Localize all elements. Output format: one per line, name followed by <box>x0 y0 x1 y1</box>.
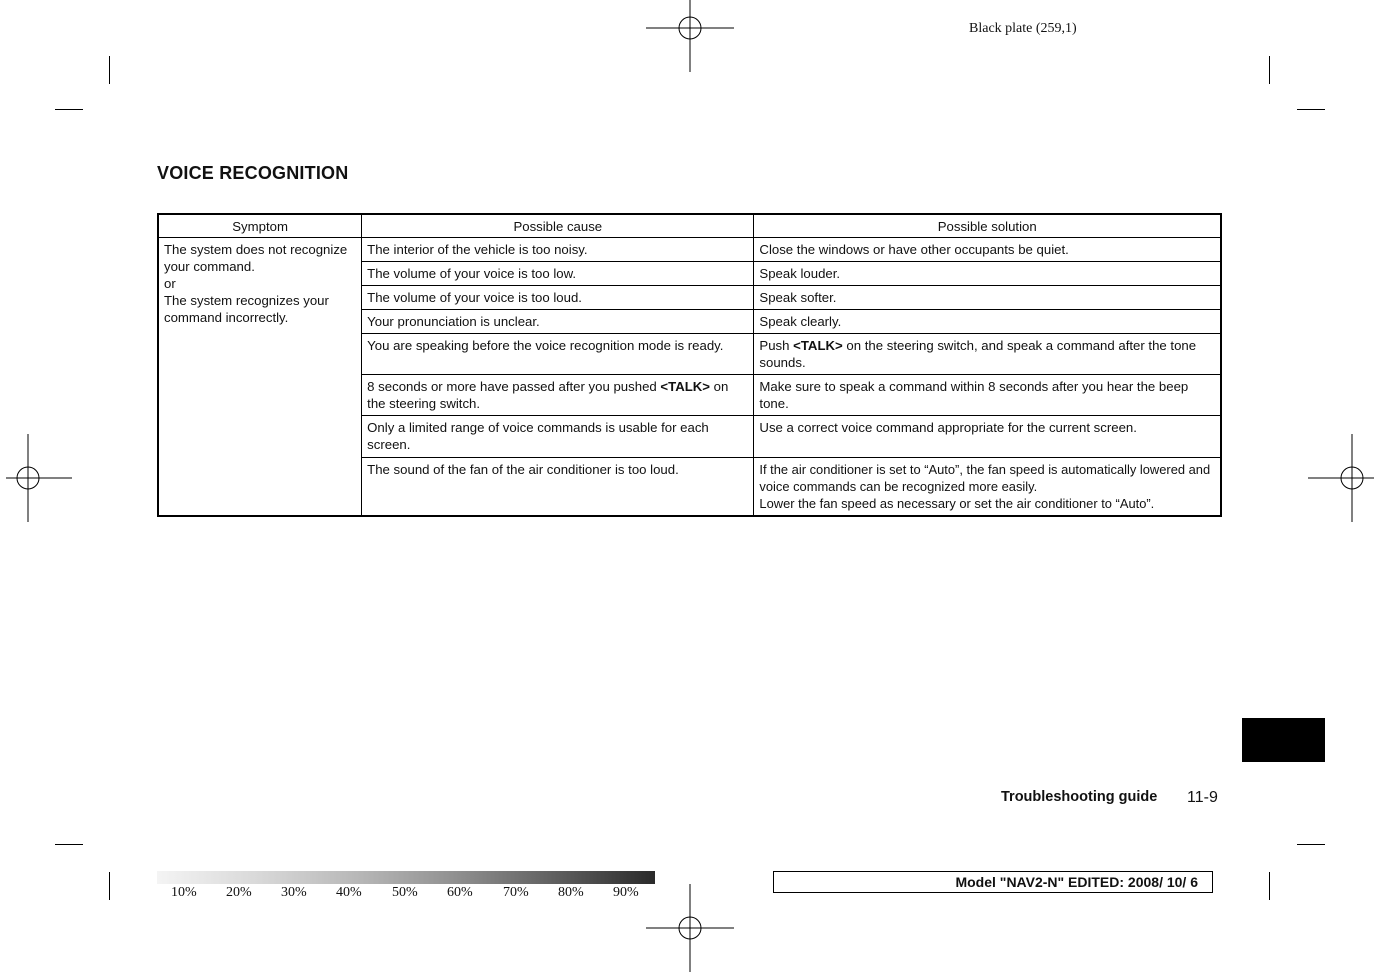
model-edited-box: Model "NAV2-N" EDITED: 2008/ 10/ 6 <box>773 871 1213 893</box>
color-bar-label: 70% <box>503 885 529 900</box>
crop-mark <box>1297 109 1325 110</box>
page-number: 11-9 <box>1187 789 1218 806</box>
header-possible-cause: Possible cause <box>362 214 754 238</box>
symptom-cell <box>158 238 362 517</box>
color-bar-label: 80% <box>558 885 584 900</box>
talk-key-label: <TALK> <box>660 379 711 394</box>
crop-mark <box>109 56 110 84</box>
cause-cell: The volume of your voice is too loud. <box>362 286 754 310</box>
registration-mark-icon <box>1308 434 1381 522</box>
crop-mark <box>109 872 110 900</box>
symptom-line: command incorrectly. <box>164 310 289 325</box>
cause-cell <box>362 375 754 416</box>
cause-text: on the steering switch. <box>367 379 729 411</box>
crop-mark <box>1269 56 1270 84</box>
cause-cell: The volume of your voice is too low. <box>362 262 754 286</box>
table-row <box>158 238 1221 262</box>
voice-recognition-table <box>157 213 1222 517</box>
cause-cell: Only a limited range of voice commands is usable for each screen. <box>362 416 754 458</box>
crop-mark <box>1297 844 1325 845</box>
symptom-line: or <box>164 276 176 291</box>
plate-label: Black plate (259,1) <box>969 21 1077 36</box>
solution-text: on the steering switch, and speak a command after the tone sounds. <box>759 338 1197 370</box>
registration-mark-icon <box>646 0 734 72</box>
solution-text: Push <box>759 338 794 353</box>
color-bar-label: 50% <box>392 885 418 900</box>
cause-cell: The sound of the fan of the air conditioner is too loud. <box>362 458 754 517</box>
talk-key-label: <TALK> <box>793 338 843 353</box>
table-header-row <box>158 214 1221 238</box>
solution-cell: Speak louder. <box>754 262 1221 286</box>
symptom-line: The system does not recognize <box>164 242 348 257</box>
registration-mark-icon <box>646 884 734 972</box>
solution-cell <box>754 458 1221 517</box>
color-bar-label: 10% <box>171 885 197 900</box>
symptom-line: your command. <box>164 259 255 274</box>
color-bar-label: 60% <box>447 885 473 900</box>
registration-mark-icon <box>0 434 72 522</box>
solution-cell: Close the windows or have other occupants be quiet. <box>754 238 1221 262</box>
solution-cell: Use a correct voice command appropriate for the current screen. <box>754 416 1221 458</box>
crop-mark <box>1269 872 1270 900</box>
color-bar <box>157 871 655 884</box>
color-bar-label: 90% <box>613 885 639 900</box>
solution-line: Lower the fan speed as necessary or set the air conditioner to “Auto”. <box>759 496 1155 511</box>
crop-mark <box>55 844 83 845</box>
header-possible-solution: Possible solution <box>754 214 1221 238</box>
chapter-thumb-tab <box>1242 718 1325 762</box>
solution-cell: Make sure to speak a command within 8 seconds after you hear the beep tone. <box>754 375 1221 416</box>
cause-text: 8 seconds or more have passed after you pushed <box>367 379 661 394</box>
color-bar-label: 30% <box>281 885 307 900</box>
color-bar-label: 20% <box>226 885 252 900</box>
cause-cell: The interior of the vehicle is too noisy. <box>362 238 754 262</box>
header-symptom: Symptom <box>158 214 362 238</box>
crop-mark <box>55 109 83 110</box>
footer-section-label: Troubleshooting guide <box>1001 789 1158 805</box>
cause-cell: Your pronunciation is unclear. <box>362 310 754 334</box>
solution-line: If the air conditioner is set to “Auto”, the fan speed is automatically lowered and voice commands can be recognized more easily. <box>759 462 1211 494</box>
section-title: VOICE RECOGNITION <box>157 163 349 183</box>
symptom-line: The system recognizes your <box>164 293 329 308</box>
cause-cell: You are speaking before the voice recognition mode is ready. <box>362 334 754 375</box>
solution-cell <box>754 334 1221 375</box>
color-bar-label: 40% <box>336 885 362 900</box>
solution-cell: Speak softer. <box>754 286 1221 310</box>
solution-cell: Speak clearly. <box>754 310 1221 334</box>
